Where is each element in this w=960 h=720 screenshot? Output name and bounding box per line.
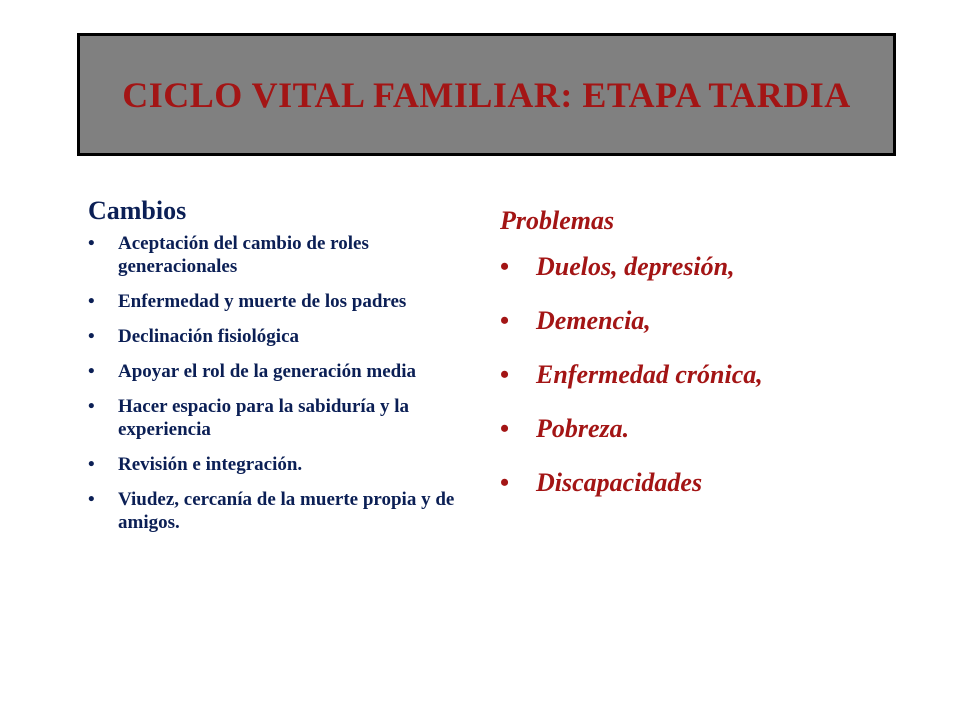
cambios-column xyxy=(88,196,478,546)
list-item xyxy=(500,360,920,390)
list-item-text: Hacer espacio para la sabiduría y la experiencia xyxy=(118,396,409,440)
list-item-text: Revisión e integración. xyxy=(118,454,303,475)
problemas-heading: Problemas xyxy=(500,206,615,235)
bullet-icon: • xyxy=(500,414,510,443)
list-item-text: Discapacidades xyxy=(536,468,703,497)
list-item-text: Viudez, cercanía de la muerte propia y de amigos. xyxy=(118,489,455,533)
list-item xyxy=(88,290,478,313)
list-item-text: Enfermedad y muerte de los padres xyxy=(118,291,407,312)
bullet-icon: • xyxy=(88,489,95,510)
list-item-text: Duelos, depresión, xyxy=(536,252,735,281)
list-item-text: Enfermedad crónica, xyxy=(536,360,763,389)
bullet-icon: • xyxy=(88,396,95,417)
problemas-list xyxy=(500,252,920,498)
bullet-icon: • xyxy=(88,233,95,254)
cambios-heading: Cambios xyxy=(88,196,187,225)
list-item-text: Demencia, xyxy=(536,306,651,335)
bullet-icon: • xyxy=(88,454,95,475)
list-item xyxy=(500,306,920,336)
bullet-icon: • xyxy=(500,306,510,335)
list-item-text: Apoyar el rol de la generación media xyxy=(118,361,416,382)
bullet-icon: • xyxy=(88,326,95,347)
list-item xyxy=(88,488,478,534)
slide-title: CICLO VITAL FAMILIAR: ETAPA TARDIA xyxy=(122,74,851,115)
list-item xyxy=(500,414,920,444)
list-item xyxy=(88,395,478,441)
problemas-column xyxy=(500,206,920,522)
list-item-text: Aceptación del cambio de roles generacionales xyxy=(118,233,369,277)
list-item xyxy=(500,468,920,498)
bullet-icon: • xyxy=(500,252,510,281)
bullet-icon: • xyxy=(500,360,510,389)
bullet-icon: • xyxy=(88,361,95,382)
title-box xyxy=(77,33,896,156)
list-item xyxy=(88,360,478,383)
list-item xyxy=(88,453,478,476)
bullet-icon: • xyxy=(88,291,95,312)
list-item-text: Pobreza. xyxy=(536,414,630,443)
list-item xyxy=(88,325,478,348)
cambios-list xyxy=(88,232,478,534)
list-item xyxy=(500,252,920,282)
list-item xyxy=(88,232,478,278)
list-item-text: Declinación fisiológica xyxy=(118,326,300,347)
bullet-icon: • xyxy=(500,468,510,497)
